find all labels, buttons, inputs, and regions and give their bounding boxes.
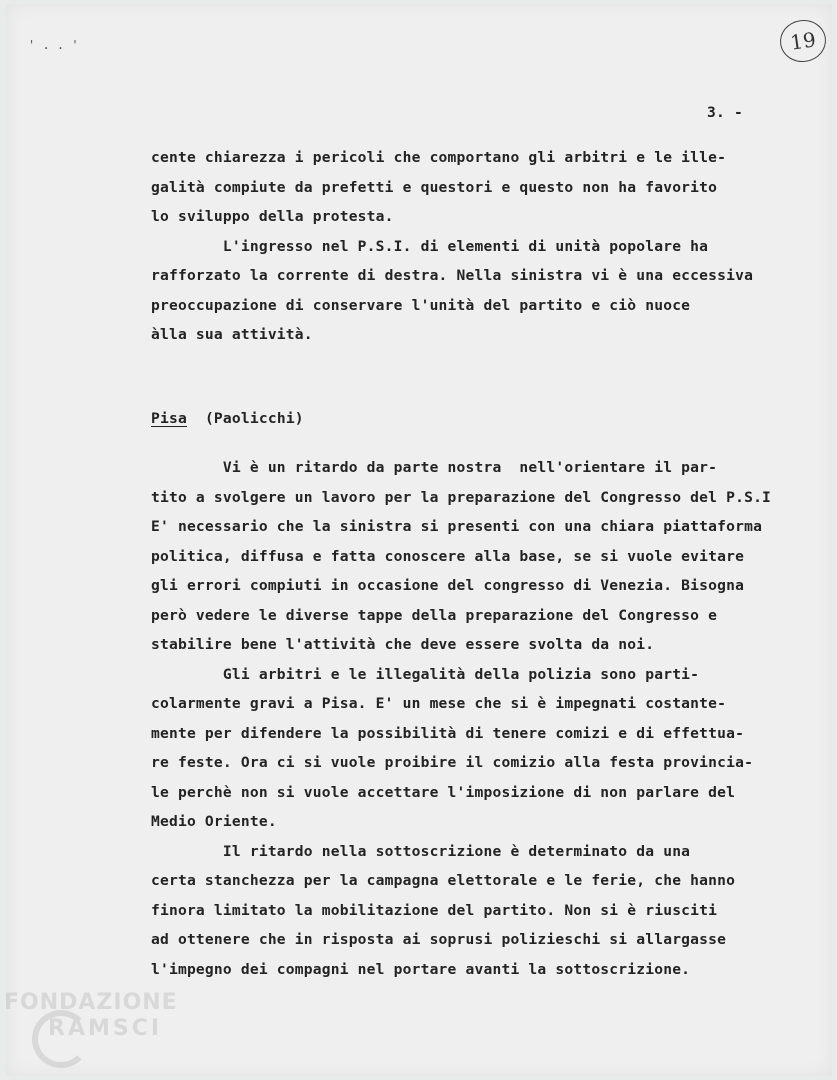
text-line: certa stanchezza per la campagna elettorale e le ferie, che hanno xyxy=(151,872,736,889)
text-line: cente chiarezza i pericoli che comportano gli arbitri e le ille- xyxy=(151,149,727,166)
text-line: Gli arbitri e le illegalità della polizia sono parti- xyxy=(151,665,700,683)
watermark-logo xyxy=(4,990,214,1070)
text-line: lo sviluppo della protesta. xyxy=(151,208,394,225)
section-heading xyxy=(151,409,304,429)
text-line: colarmente gravi a Pisa. E' un mese che si è impegnati costante- xyxy=(151,695,727,712)
text-line: re feste. Ora ci si vuole proibire il comizio alla festa provincia- xyxy=(151,754,754,771)
text-line: finora limitato la mobilitazione del partito. Non si è riusciti xyxy=(151,901,718,919)
watermark-line1: FONDAZIONE xyxy=(4,990,178,1015)
text-line: L'ingresso nel P.S.I. di elementi di unità popolare ha xyxy=(151,237,709,255)
text-line: galità compiute da prefetti e questori e questo non ha favorito xyxy=(151,178,718,196)
text-line: Vi è un ritardo da parte nostra nell'orientare il par- xyxy=(151,459,718,476)
bleed-through-text xyxy=(250,1035,260,1065)
page-number: 3. - xyxy=(707,104,743,121)
text-line: l'impegno dei compagni nel portare avanti la sottoscrizione. xyxy=(151,960,691,978)
archive-page-number: 19 xyxy=(777,17,828,65)
heading-speaker: (Paolicchi) xyxy=(204,410,304,427)
heading-city: Pisa xyxy=(151,410,187,427)
text-line: Il ritardo nella sottoscrizione è determinato da una xyxy=(151,842,691,860)
text-line: stabilire bene l'attività che deve essere svolta da noi. xyxy=(151,636,655,653)
text-line: ad ottenere che in risposta ai soprusi polizieschi si allargasse xyxy=(151,931,727,948)
text-line: preoccupazione di conservare l'unità del partito e ciò nuoce xyxy=(151,296,691,314)
watermark-line2: RAMSCI xyxy=(48,1016,163,1041)
text-line: però vedere le diverse tappe della preparazione del Congresso e xyxy=(151,606,718,624)
text-line: gli errori compiuti in occasione del congresso di Venezia. Bisogna xyxy=(151,577,745,594)
text-line: àlla sua attività. xyxy=(151,326,313,343)
corner-marks: ' . . ' xyxy=(28,38,79,52)
text-line: politica, diffusa e fatta conoscere alla base, se si vuole evitare xyxy=(151,547,745,565)
text-line: Medio Oriente. xyxy=(151,813,277,830)
text-line: E' necessario che la sinistra si presenti con una chiara piattaforma xyxy=(151,518,763,535)
text-line: le perchè non si vuole accettare l'imposizione di non parlare del xyxy=(151,783,736,801)
text-line: tito a svolgere un lavoro per la preparazione del Congresso del P.S.I xyxy=(151,488,772,506)
text-line: rafforzato la corrente di destra. Nella sinistra vi è una eccessiva xyxy=(151,267,754,284)
text-line: mente per difendere la possibilità di tenere comizi e di effettua- xyxy=(151,724,745,742)
